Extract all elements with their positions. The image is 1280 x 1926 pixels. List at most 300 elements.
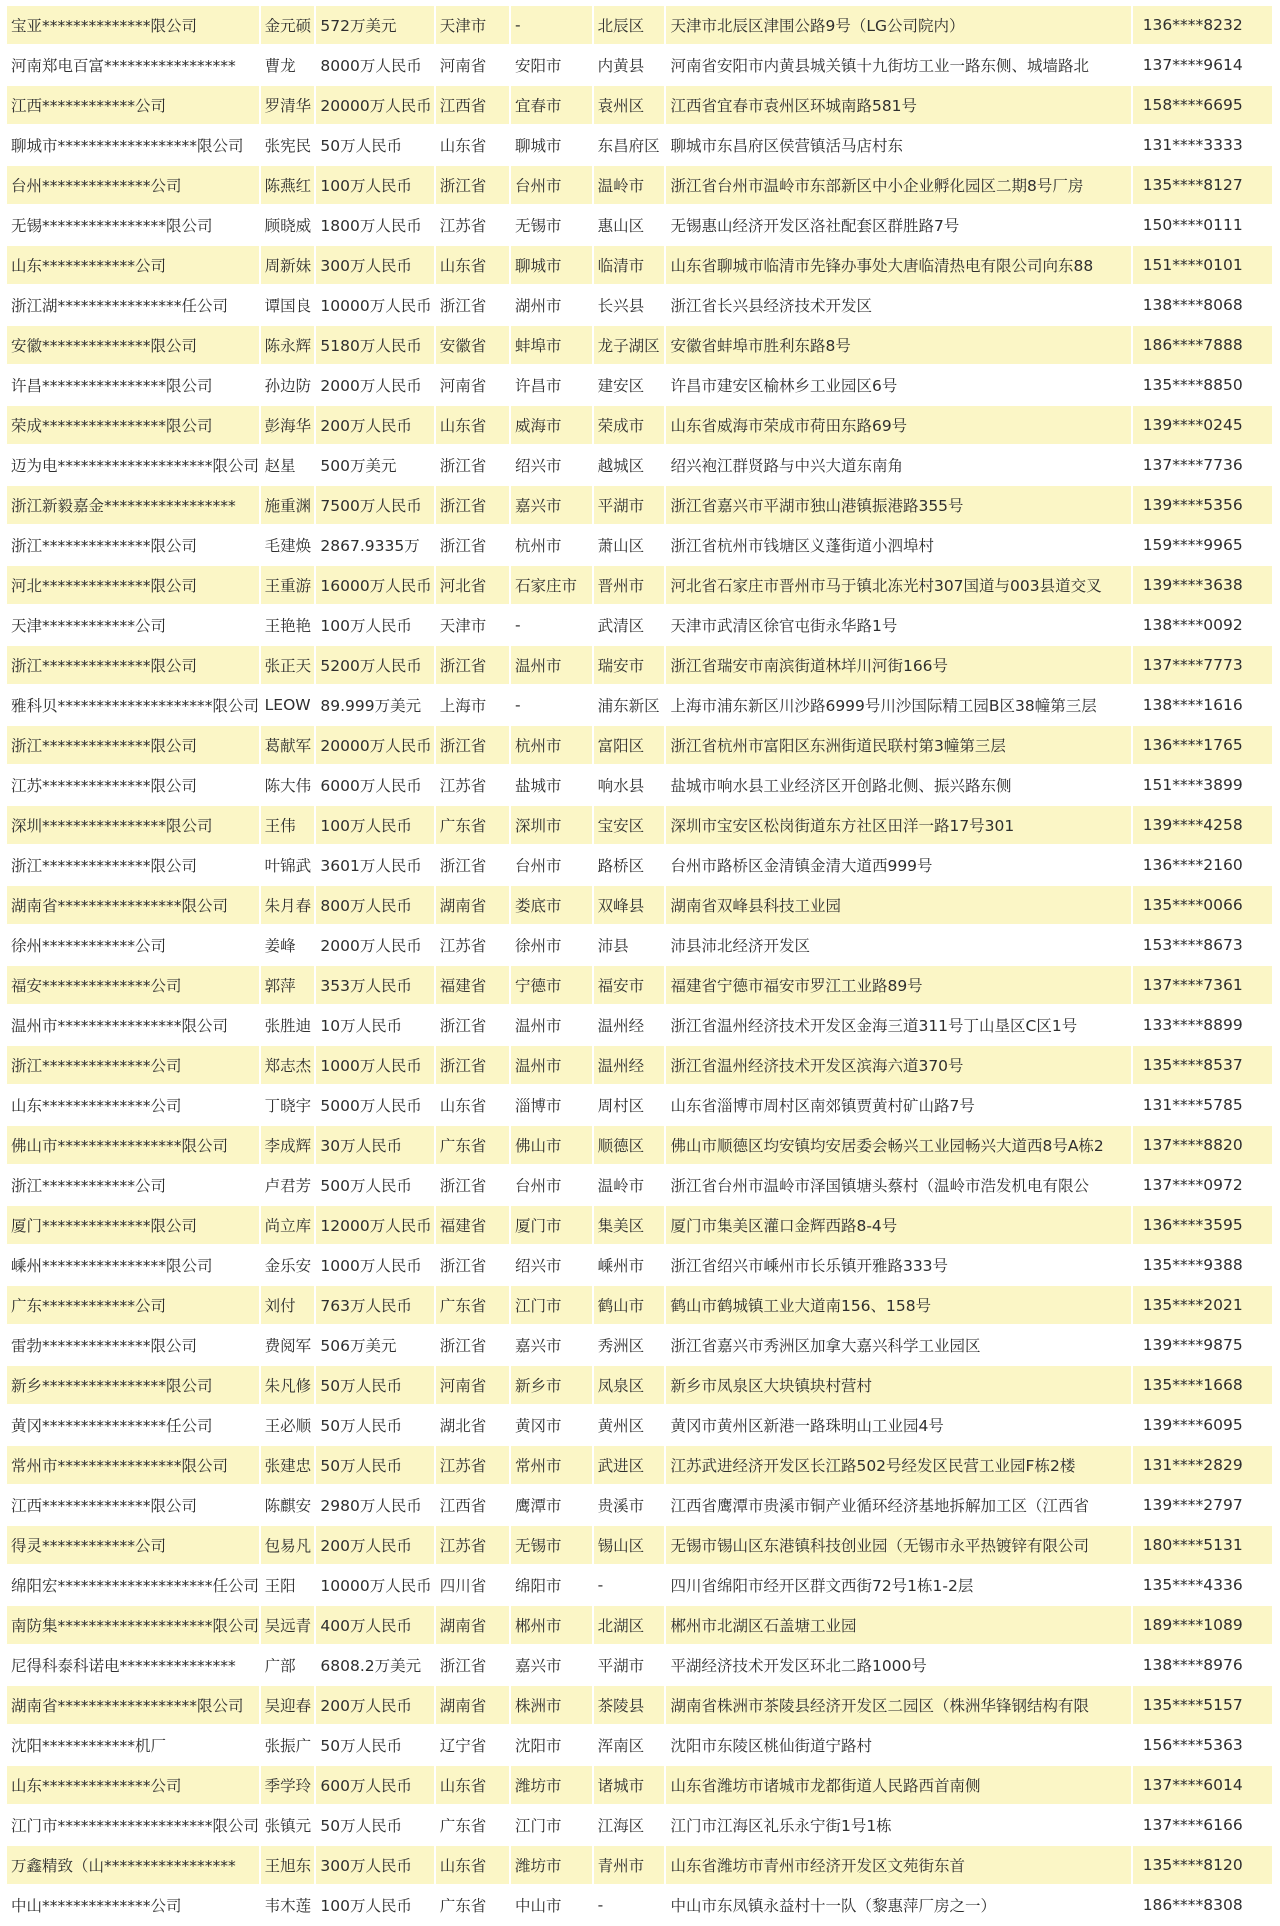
city-cell: 新乡市 — [511, 1366, 592, 1404]
phone-cell: 137****0972 — [1133, 1166, 1272, 1204]
address-cell: 安徽省蚌埠市胜利东路8号 — [666, 326, 1130, 364]
address-cell: 湖南省株洲市茶陵县经济开发区二园区（株洲华锋钢结构有限 — [666, 1686, 1130, 1724]
legal-rep-cell: 丁晓宇 — [261, 1086, 315, 1124]
capital-cell: 30万人民币 — [316, 1126, 433, 1164]
capital-cell: 200万人民币 — [316, 1526, 433, 1564]
province-cell: 浙江省 — [436, 486, 509, 524]
city-cell: 聊城市 — [511, 246, 592, 284]
company-cell: 雷勃**************限公司 — [7, 1326, 259, 1364]
province-cell: 四川省 — [436, 1566, 509, 1604]
legal-rep-cell: 吴远青 — [261, 1606, 315, 1644]
city-cell: 盐城市 — [511, 766, 592, 804]
capital-cell: 89.999万美元 — [316, 686, 433, 724]
table-row — [7, 6, 1272, 44]
company-cell: 江门市********************限公司 — [7, 1806, 259, 1844]
city-cell: 潍坊市 — [511, 1846, 592, 1884]
table-row — [7, 726, 1272, 764]
table-row — [7, 1526, 1272, 1564]
capital-cell: 100万人民币 — [316, 606, 433, 644]
capital-cell: 100万人民币 — [316, 1886, 433, 1924]
legal-rep-cell: 陈麒安 — [261, 1486, 315, 1524]
company-cell: 徐州************公司 — [7, 926, 259, 964]
district-cell: 东昌府区 — [594, 126, 665, 164]
address-cell: 浙江省瑞安市南滨街道林垟川河街166号 — [666, 646, 1130, 684]
city-cell: 无锡市 — [511, 1526, 592, 1564]
company-cell: 浙江**************公司 — [7, 1046, 259, 1084]
table-row — [7, 1566, 1272, 1604]
phone-cell: 139****4258 — [1133, 806, 1272, 844]
province-cell: 广东省 — [436, 1126, 509, 1164]
table-row — [7, 606, 1272, 644]
table-row — [7, 1726, 1272, 1764]
province-cell: 浙江省 — [436, 726, 509, 764]
district-cell: 浑南区 — [594, 1726, 665, 1764]
city-cell: 温州市 — [511, 646, 592, 684]
city-cell: 潍坊市 — [511, 1766, 592, 1804]
capital-cell: 50万人民币 — [316, 1366, 433, 1404]
phone-cell: 180****5131 — [1133, 1526, 1272, 1564]
table-row — [7, 486, 1272, 524]
city-cell: 绍兴市 — [511, 446, 592, 484]
table-row — [7, 1326, 1272, 1364]
city-cell: 杭州市 — [511, 726, 592, 764]
city-cell: 常州市 — [511, 1446, 592, 1484]
city-cell: - — [511, 686, 592, 724]
legal-rep-cell: 王伟 — [261, 806, 315, 844]
city-cell: 安阳市 — [511, 46, 592, 84]
district-cell: 温州经 — [594, 1046, 665, 1084]
table-row — [7, 846, 1272, 884]
table-row — [7, 1366, 1272, 1404]
capital-cell: 2000万人民币 — [316, 366, 433, 404]
province-cell: 山东省 — [436, 406, 509, 444]
phone-cell: 151****3899 — [1133, 766, 1272, 804]
capital-cell: 300万人民币 — [316, 1846, 433, 1884]
province-cell: 广东省 — [436, 1806, 509, 1844]
table-row — [7, 766, 1272, 804]
district-cell: 内黄县 — [594, 46, 665, 84]
capital-cell: 500万美元 — [316, 446, 433, 484]
company-cell: 浙江**************限公司 — [7, 726, 259, 764]
capital-cell: 16000万人民币 — [316, 566, 433, 604]
district-cell: 福安市 — [594, 966, 665, 1004]
table-row — [7, 1766, 1272, 1804]
capital-cell: 7500万人民币 — [316, 486, 433, 524]
table-row — [7, 1486, 1272, 1524]
province-cell: 福建省 — [436, 966, 509, 1004]
table-row — [7, 1846, 1272, 1884]
capital-cell: 8000万人民币 — [316, 46, 433, 84]
phone-cell: 135****1668 — [1133, 1366, 1272, 1404]
company-cell: 山东************公司 — [7, 246, 259, 284]
city-cell: 株洲市 — [511, 1686, 592, 1724]
city-cell: 无锡市 — [511, 206, 592, 244]
address-cell: 天津市北辰区津围公路9号（LG公司院内） — [666, 6, 1130, 44]
capital-cell: 3601万人民币 — [316, 846, 433, 884]
capital-cell: 572万美元 — [316, 6, 433, 44]
legal-rep-cell: 卢君芳 — [261, 1166, 315, 1204]
legal-rep-cell: LEOW — [261, 686, 315, 724]
province-cell: 天津市 — [436, 6, 509, 44]
province-cell: 江苏省 — [436, 1526, 509, 1564]
phone-cell: 135****8537 — [1133, 1046, 1272, 1084]
company-cell: 常州市****************限公司 — [7, 1446, 259, 1484]
capital-cell: 6808.2万美元 — [316, 1646, 433, 1684]
company-cell: 迈为电********************限公司 — [7, 446, 259, 484]
address-cell: 厦门市集美区灌口金辉西路8-4号 — [666, 1206, 1130, 1244]
phone-cell: 135****0066 — [1133, 886, 1272, 924]
city-cell: - — [511, 606, 592, 644]
legal-rep-cell: 谭国良 — [261, 286, 315, 324]
company-cell: 江西**************限公司 — [7, 1486, 259, 1524]
company-cell: 江苏**************限公司 — [7, 766, 259, 804]
district-cell: 北湖区 — [594, 1606, 665, 1644]
company-cell: 福安**************公司 — [7, 966, 259, 1004]
province-cell: 辽宁省 — [436, 1726, 509, 1764]
phone-cell: 135****4336 — [1133, 1566, 1272, 1604]
address-cell: 浙江省嘉兴市秀洲区加拿大嘉兴科学工业园区 — [666, 1326, 1130, 1364]
city-cell: 沈阳市 — [511, 1726, 592, 1764]
province-cell: 江苏省 — [436, 766, 509, 804]
table-row — [7, 1446, 1272, 1484]
district-cell: 浦东新区 — [594, 686, 665, 724]
capital-cell: 200万人民币 — [316, 1686, 433, 1724]
province-cell: 江苏省 — [436, 206, 509, 244]
phone-cell: 136****2160 — [1133, 846, 1272, 884]
province-cell: 江苏省 — [436, 926, 509, 964]
city-cell: 台州市 — [511, 846, 592, 884]
legal-rep-cell: 周新妹 — [261, 246, 315, 284]
city-cell: 宜春市 — [511, 86, 592, 124]
company-cell: 安徽**************限公司 — [7, 326, 259, 364]
capital-cell: 400万人民币 — [316, 1606, 433, 1644]
city-cell: 娄底市 — [511, 886, 592, 924]
city-cell: 绵阳市 — [511, 1566, 592, 1604]
legal-rep-cell: 李成辉 — [261, 1126, 315, 1164]
address-cell: 黄冈市黄州区新港一路珠明山工业园4号 — [666, 1406, 1130, 1444]
city-cell: 聊城市 — [511, 126, 592, 164]
address-cell: 台州市路桥区金清镇金清大道西999号 — [666, 846, 1130, 884]
phone-cell: 131****2829 — [1133, 1446, 1272, 1484]
city-cell: 湖州市 — [511, 286, 592, 324]
district-cell: 鹤山市 — [594, 1286, 665, 1324]
city-cell: 江门市 — [511, 1806, 592, 1844]
city-cell: 台州市 — [511, 1166, 592, 1204]
province-cell: 广东省 — [436, 1886, 509, 1924]
phone-cell: 137****8820 — [1133, 1126, 1272, 1164]
phone-cell: 137****6014 — [1133, 1766, 1272, 1804]
city-cell: 绍兴市 — [511, 1246, 592, 1284]
company-cell: 浙江**************限公司 — [7, 526, 259, 564]
table-row — [7, 1286, 1272, 1324]
address-cell: 深圳市宝安区松岗街道东方社区田洋一路17号301 — [666, 806, 1130, 844]
address-cell: 江西省宜春市袁州区环城南路581号 — [666, 86, 1130, 124]
district-cell: 周村区 — [594, 1086, 665, 1124]
table-row — [7, 1006, 1272, 1044]
company-cell: 台州**************公司 — [7, 166, 259, 204]
company-cell: 黄冈****************任公司 — [7, 1406, 259, 1444]
table-row — [7, 1086, 1272, 1124]
city-cell: 徐州市 — [511, 926, 592, 964]
province-cell: 浙江省 — [436, 446, 509, 484]
legal-rep-cell: 孙边防 — [261, 366, 315, 404]
company-cell: 浙江************公司 — [7, 1166, 259, 1204]
company-cell: 山东**************公司 — [7, 1086, 259, 1124]
table-row — [7, 206, 1272, 244]
address-cell: 佛山市顺德区均安镇均安居委会畅兴工业园畅兴大道西8号A栋2 — [666, 1126, 1130, 1164]
capital-cell: 6000万人民币 — [316, 766, 433, 804]
company-cell: 南防集********************限公司 — [7, 1606, 259, 1644]
district-cell: 温岭市 — [594, 166, 665, 204]
address-cell: 浙江省温州经济技术开发区金海三道311号丁山垦区C区1号 — [666, 1006, 1130, 1044]
legal-rep-cell: 朱凡修 — [261, 1366, 315, 1404]
legal-rep-cell: 张振广 — [261, 1726, 315, 1764]
district-cell: 茶陵县 — [594, 1686, 665, 1724]
capital-cell: 10万人民币 — [316, 1006, 433, 1044]
legal-rep-cell: 陈永辉 — [261, 326, 315, 364]
legal-rep-cell: 张镇元 — [261, 1806, 315, 1844]
district-cell: 凤泉区 — [594, 1366, 665, 1404]
company-cell: 浙江**************限公司 — [7, 646, 259, 684]
address-cell: 四川省绵阳市经开区群文西街72号1栋1-2层 — [666, 1566, 1130, 1604]
phone-cell: 158****6695 — [1133, 86, 1272, 124]
table-row — [7, 1126, 1272, 1164]
phone-cell: 137****7361 — [1133, 966, 1272, 1004]
capital-cell: 5000万人民币 — [316, 1086, 433, 1124]
province-cell: 广东省 — [436, 806, 509, 844]
district-cell: 锡山区 — [594, 1526, 665, 1564]
district-cell: 贵溪市 — [594, 1486, 665, 1524]
province-cell: 浙江省 — [436, 526, 509, 564]
capital-cell: 50万人民币 — [316, 1806, 433, 1844]
phone-cell: 186****8308 — [1133, 1886, 1272, 1924]
phone-cell: 189****1089 — [1133, 1606, 1272, 1644]
address-cell: 浙江省杭州市钱塘区义蓬街道小泗埠村 — [666, 526, 1130, 564]
district-cell: 路桥区 — [594, 846, 665, 884]
capital-cell: 1000万人民币 — [316, 1046, 433, 1084]
province-cell: 湖南省 — [436, 1686, 509, 1724]
legal-rep-cell: 张胜迪 — [261, 1006, 315, 1044]
phone-cell: 139****6095 — [1133, 1406, 1272, 1444]
province-cell: 湖南省 — [436, 886, 509, 924]
province-cell: 湖北省 — [436, 1406, 509, 1444]
legal-rep-cell: 费阅军 — [261, 1326, 315, 1364]
capital-cell: 2980万人民币 — [316, 1486, 433, 1524]
company-cell: 浙江新毅嘉金***************** — [7, 486, 259, 524]
table-row — [7, 886, 1272, 924]
capital-cell: 800万人民币 — [316, 886, 433, 924]
district-cell: 长兴县 — [594, 286, 665, 324]
company-cell: 江西************公司 — [7, 86, 259, 124]
address-cell: 沛县沛北经济开发区 — [666, 926, 1130, 964]
phone-cell: 135****2021 — [1133, 1286, 1272, 1324]
table-row — [7, 1246, 1272, 1284]
company-cell: 佛山市****************限公司 — [7, 1126, 259, 1164]
province-cell: 河北省 — [436, 566, 509, 604]
province-cell: 浙江省 — [436, 1166, 509, 1204]
table-row — [7, 966, 1272, 1004]
province-cell: 福建省 — [436, 1206, 509, 1244]
province-cell: 河南省 — [436, 366, 509, 404]
province-cell: 浙江省 — [436, 286, 509, 324]
city-cell: 温州市 — [511, 1046, 592, 1084]
legal-rep-cell: 张宪民 — [261, 126, 315, 164]
city-cell: 蚌埠市 — [511, 326, 592, 364]
table-row — [7, 1646, 1272, 1684]
district-cell: 温岭市 — [594, 1166, 665, 1204]
district-cell: 萧山区 — [594, 526, 665, 564]
table-row — [7, 446, 1272, 484]
district-cell: 集美区 — [594, 1206, 665, 1244]
district-cell: 温州经 — [594, 1006, 665, 1044]
phone-cell: 135****5157 — [1133, 1686, 1272, 1724]
phone-cell: 139****9875 — [1133, 1326, 1272, 1364]
city-cell: 宁德市 — [511, 966, 592, 1004]
table-row — [7, 86, 1272, 124]
capital-cell: 500万人民币 — [316, 1166, 433, 1204]
table-row — [7, 1046, 1272, 1084]
address-cell: 山东省威海市荣成市荷田东路69号 — [666, 406, 1130, 444]
legal-rep-cell: 毛建焕 — [261, 526, 315, 564]
company-cell: 湖南省****************限公司 — [7, 886, 259, 924]
province-cell: 上海市 — [436, 686, 509, 724]
province-cell: 浙江省 — [436, 1006, 509, 1044]
table-row — [7, 806, 1272, 844]
province-cell: 广东省 — [436, 1286, 509, 1324]
province-cell: 山东省 — [436, 126, 509, 164]
address-cell: 江苏武进经济开发区长江路502号经发区民营工业园F栋2楼 — [666, 1446, 1130, 1484]
table-row — [7, 166, 1272, 204]
phone-cell: 135****9388 — [1133, 1246, 1272, 1284]
company-cell: 聊城市******************限公司 — [7, 126, 259, 164]
province-cell: 湖南省 — [436, 1606, 509, 1644]
phone-cell: 138****0092 — [1133, 606, 1272, 644]
district-cell: 龙子湖区 — [594, 326, 665, 364]
city-cell: 嘉兴市 — [511, 486, 592, 524]
capital-cell: 5200万人民币 — [316, 646, 433, 684]
address-cell: 浙江省绍兴市嵊州市长乐镇开雅路333号 — [666, 1246, 1130, 1284]
district-cell: 顺德区 — [594, 1126, 665, 1164]
city-cell: 中山市 — [511, 1886, 592, 1924]
company-cell: 雅科贝********************限公司 — [7, 686, 259, 724]
city-cell: 淄博市 — [511, 1086, 592, 1124]
table-row — [7, 526, 1272, 564]
district-cell: 武进区 — [594, 1446, 665, 1484]
address-cell: 山东省潍坊市青州市经济开发区文苑街东首 — [666, 1846, 1130, 1884]
company-cell: 山东**************公司 — [7, 1766, 259, 1804]
district-cell: 北辰区 — [594, 6, 665, 44]
capital-cell: 12000万人民币 — [316, 1206, 433, 1244]
company-cell: 中山**************公司 — [7, 1886, 259, 1924]
phone-cell: 138****8976 — [1133, 1646, 1272, 1684]
legal-rep-cell: 叶锦武 — [261, 846, 315, 884]
company-cell: 万鑫精致（山***************** — [7, 1846, 259, 1884]
capital-cell: 300万人民币 — [316, 246, 433, 284]
province-cell: 山东省 — [436, 1086, 509, 1124]
legal-rep-cell: 王必顺 — [261, 1406, 315, 1444]
province-cell: 浙江省 — [436, 1646, 509, 1684]
district-cell: 惠山区 — [594, 206, 665, 244]
capital-cell: 1000万人民币 — [316, 1246, 433, 1284]
city-cell: 温州市 — [511, 1006, 592, 1044]
legal-rep-cell: 王阳 — [261, 1566, 315, 1604]
phone-cell: 135****8127 — [1133, 166, 1272, 204]
city-cell: 威海市 — [511, 406, 592, 444]
district-cell: - — [594, 1566, 665, 1604]
phone-cell: 137****7736 — [1133, 446, 1272, 484]
legal-rep-cell: 郑志杰 — [261, 1046, 315, 1084]
legal-rep-cell: 王旭东 — [261, 1846, 315, 1884]
company-cell: 新乡****************限公司 — [7, 1366, 259, 1404]
district-cell: 响水县 — [594, 766, 665, 804]
province-cell: 江苏省 — [436, 1446, 509, 1484]
company-cell: 沈阳************机厂 — [7, 1726, 259, 1764]
legal-rep-cell: 金元硕 — [261, 6, 315, 44]
address-cell: 山东省潍坊市诸城市龙都街道人民路西首南侧 — [666, 1766, 1130, 1804]
capital-cell: 1800万人民币 — [316, 206, 433, 244]
table-row — [7, 686, 1272, 724]
company-cell: 宝亚**************限公司 — [7, 6, 259, 44]
company-cell: 厦门**************限公司 — [7, 1206, 259, 1244]
legal-rep-cell: 赵星 — [261, 446, 315, 484]
table-row — [7, 246, 1272, 284]
legal-rep-cell: 罗清华 — [261, 86, 315, 124]
address-cell: 郴州市北湖区石盖塘工业园 — [666, 1606, 1130, 1644]
province-cell: 江西省 — [436, 1486, 509, 1524]
address-cell: 山东省淄博市周村区南郊镇贾黄村矿山路7号 — [666, 1086, 1130, 1124]
phone-cell: 151****0101 — [1133, 246, 1272, 284]
company-cell: 湖南省******************限公司 — [7, 1686, 259, 1724]
city-cell: 许昌市 — [511, 366, 592, 404]
address-cell: 浙江省嘉兴市平湖市独山港镇振港路355号 — [666, 486, 1130, 524]
address-cell: 盐城市响水县工业经济区开创路北侧、振兴路东侧 — [666, 766, 1130, 804]
address-cell: 河南省安阳市内黄县城关镇十九街坊工业一路东侧、城墙路北 — [666, 46, 1130, 84]
city-cell: 郴州市 — [511, 1606, 592, 1644]
legal-rep-cell: 吴迎春 — [261, 1686, 315, 1724]
table-row — [7, 1406, 1272, 1444]
company-cell: 许昌****************限公司 — [7, 366, 259, 404]
phone-cell: 137****9614 — [1133, 46, 1272, 84]
province-cell: 浙江省 — [436, 1326, 509, 1364]
phone-cell: 137****7773 — [1133, 646, 1272, 684]
district-cell: - — [594, 1886, 665, 1924]
legal-rep-cell: 张建忠 — [261, 1446, 315, 1484]
province-cell: 江西省 — [436, 86, 509, 124]
address-cell: 河北省石家庄市晋州市马于镇北冻光村307国道与003县道交叉 — [666, 566, 1130, 604]
address-cell: 浙江省台州市温岭市东部新区中小企业孵化园区二期8号厂房 — [666, 166, 1130, 204]
legal-rep-cell: 陈燕红 — [261, 166, 315, 204]
phone-cell: 137****6166 — [1133, 1806, 1272, 1844]
phone-cell: 135****8120 — [1133, 1846, 1272, 1884]
city-cell: 杭州市 — [511, 526, 592, 564]
city-cell: 黄冈市 — [511, 1406, 592, 1444]
table-row — [7, 126, 1272, 164]
phone-cell: 136****1765 — [1133, 726, 1272, 764]
legal-rep-cell: 包易凡 — [261, 1526, 315, 1564]
legal-rep-cell: 彭海华 — [261, 406, 315, 444]
table-row — [7, 926, 1272, 964]
legal-rep-cell: 王重游 — [261, 566, 315, 604]
company-cell: 广东************公司 — [7, 1286, 259, 1324]
district-cell: 袁州区 — [594, 86, 665, 124]
legal-rep-cell: 施重渊 — [261, 486, 315, 524]
address-cell: 上海市浦东新区川沙路6999号川沙国际精工园B区38幢第三层 — [666, 686, 1130, 724]
address-cell: 平湖经济技术开发区环北二路1000号 — [666, 1646, 1130, 1684]
table-row — [7, 1166, 1272, 1204]
legal-rep-cell: 季学玲 — [261, 1766, 315, 1804]
district-cell: 平湖市 — [594, 1646, 665, 1684]
address-cell: 新乡市凤泉区大块镇块村营村 — [666, 1366, 1130, 1404]
